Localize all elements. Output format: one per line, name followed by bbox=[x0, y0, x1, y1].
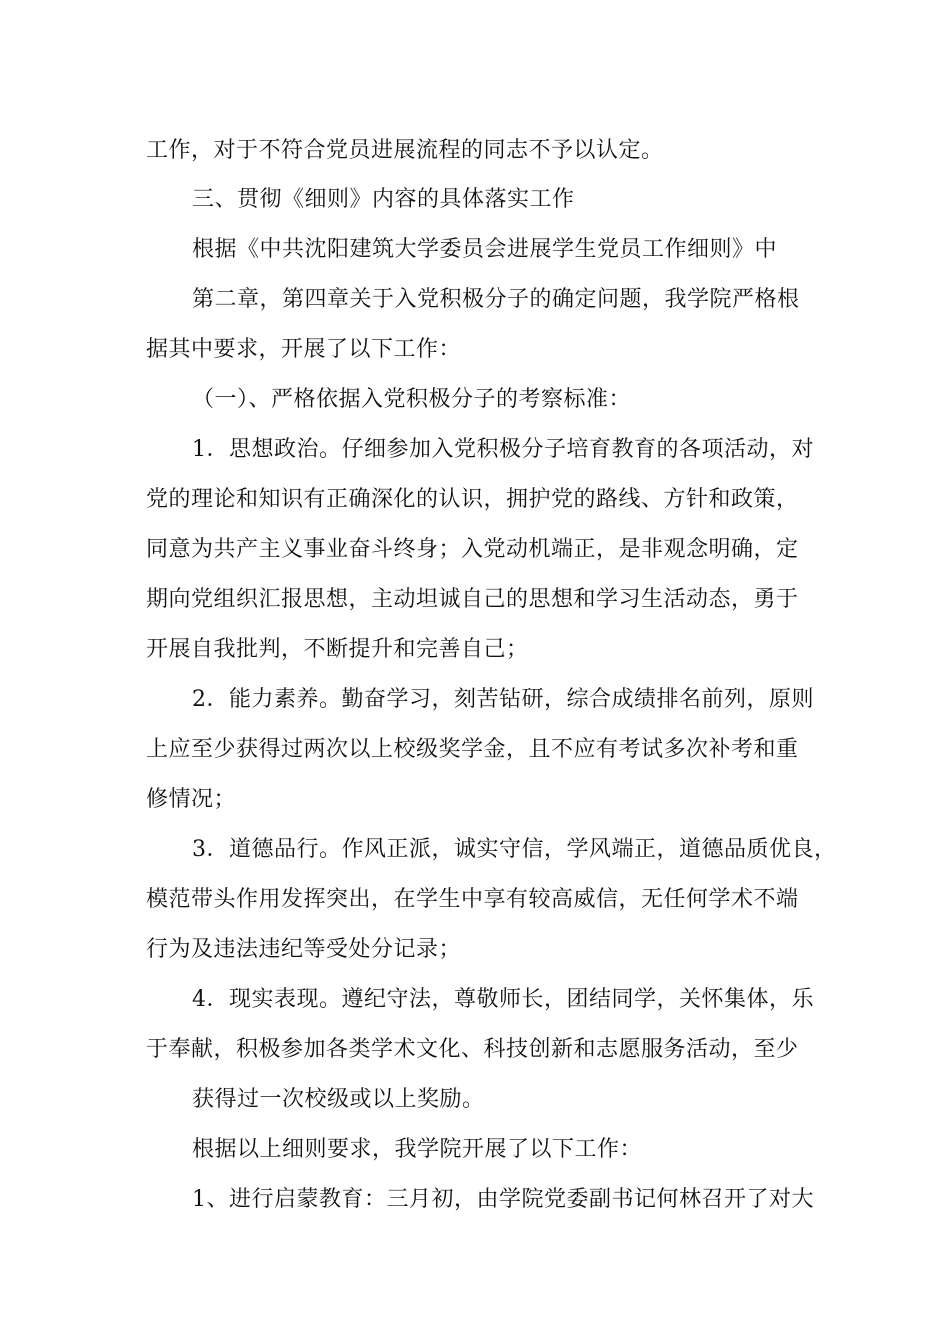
text-line-3: 根据《中共沈阳建筑大学委员会进展学生党员工作细则》中 bbox=[192, 237, 778, 262]
text-line-7: 1．思想政治。仔细参加入党积极分子培育教育的各项活动，对 bbox=[192, 437, 814, 462]
text-line-15: 3．道德品行。作风正派，诚实守信，学风端正，道德品质优良， bbox=[192, 837, 837, 862]
text-line-8: 党的理论和知识有正确深化的认识，拥护党的路线、方针和政策， bbox=[146, 487, 799, 512]
text-line-4: 第二章，第四章关于入党积极分子的确定问题，我学院严格根 bbox=[192, 287, 800, 312]
text-line-10: 期向党组织汇报思想，主动坦诚自己的思想和学习生活动态，勇于 bbox=[146, 587, 799, 612]
text-line-16: 模范带头作用发挥突出，在学生中享有较高威信，无任何学术不端 bbox=[146, 887, 799, 912]
text-line-22: 1、进行启蒙教育：三月初，由学院党委副书记何林召开了对大 bbox=[192, 1187, 814, 1212]
text-line-1: 工作，对于不符合党员进展流程的同志不予以认定。 bbox=[146, 138, 664, 163]
section-heading: 三、贯彻《细则》内容的具体落实工作 bbox=[192, 187, 575, 212]
text-line-21: 根据以上细则要求，我学院开展了以下工作： bbox=[192, 1137, 643, 1162]
text-line-9: 同意为共产主义事业奋斗终身；入党动机端正，是非观念明确，定 bbox=[146, 537, 799, 562]
text-line-19: 于奉献，积极参加各类学术文化、科技创新和志愿服务活动，至少 bbox=[146, 1037, 799, 1062]
text-line-20: 获得过一次校级或以上奖励。 bbox=[192, 1087, 485, 1112]
text-line-17: 行为及违法违纪等受处分记录； bbox=[146, 937, 462, 962]
text-line-13: 上应至少获得过两次以上校级奖学金，且不应有考试多次补考和重 bbox=[146, 737, 799, 762]
text-line-11: 开展自我批判，不断提升和完善自己； bbox=[146, 637, 529, 662]
subsection-heading: （一）、严格依据入党积极分子的考察标准： bbox=[192, 387, 632, 412]
text-line-12: 2．能力素养。勤奋学习，刻苦钻研，综合成绩排名前列，原则 bbox=[192, 687, 814, 712]
text-line-14: 修情况； bbox=[146, 787, 237, 812]
text-line-5: 据其中要求，开展了以下工作： bbox=[146, 337, 462, 362]
text-line-18: 4．现实表现。遵纪守法，尊敬师长，团结同学，关怀集体，乐 bbox=[192, 987, 814, 1012]
